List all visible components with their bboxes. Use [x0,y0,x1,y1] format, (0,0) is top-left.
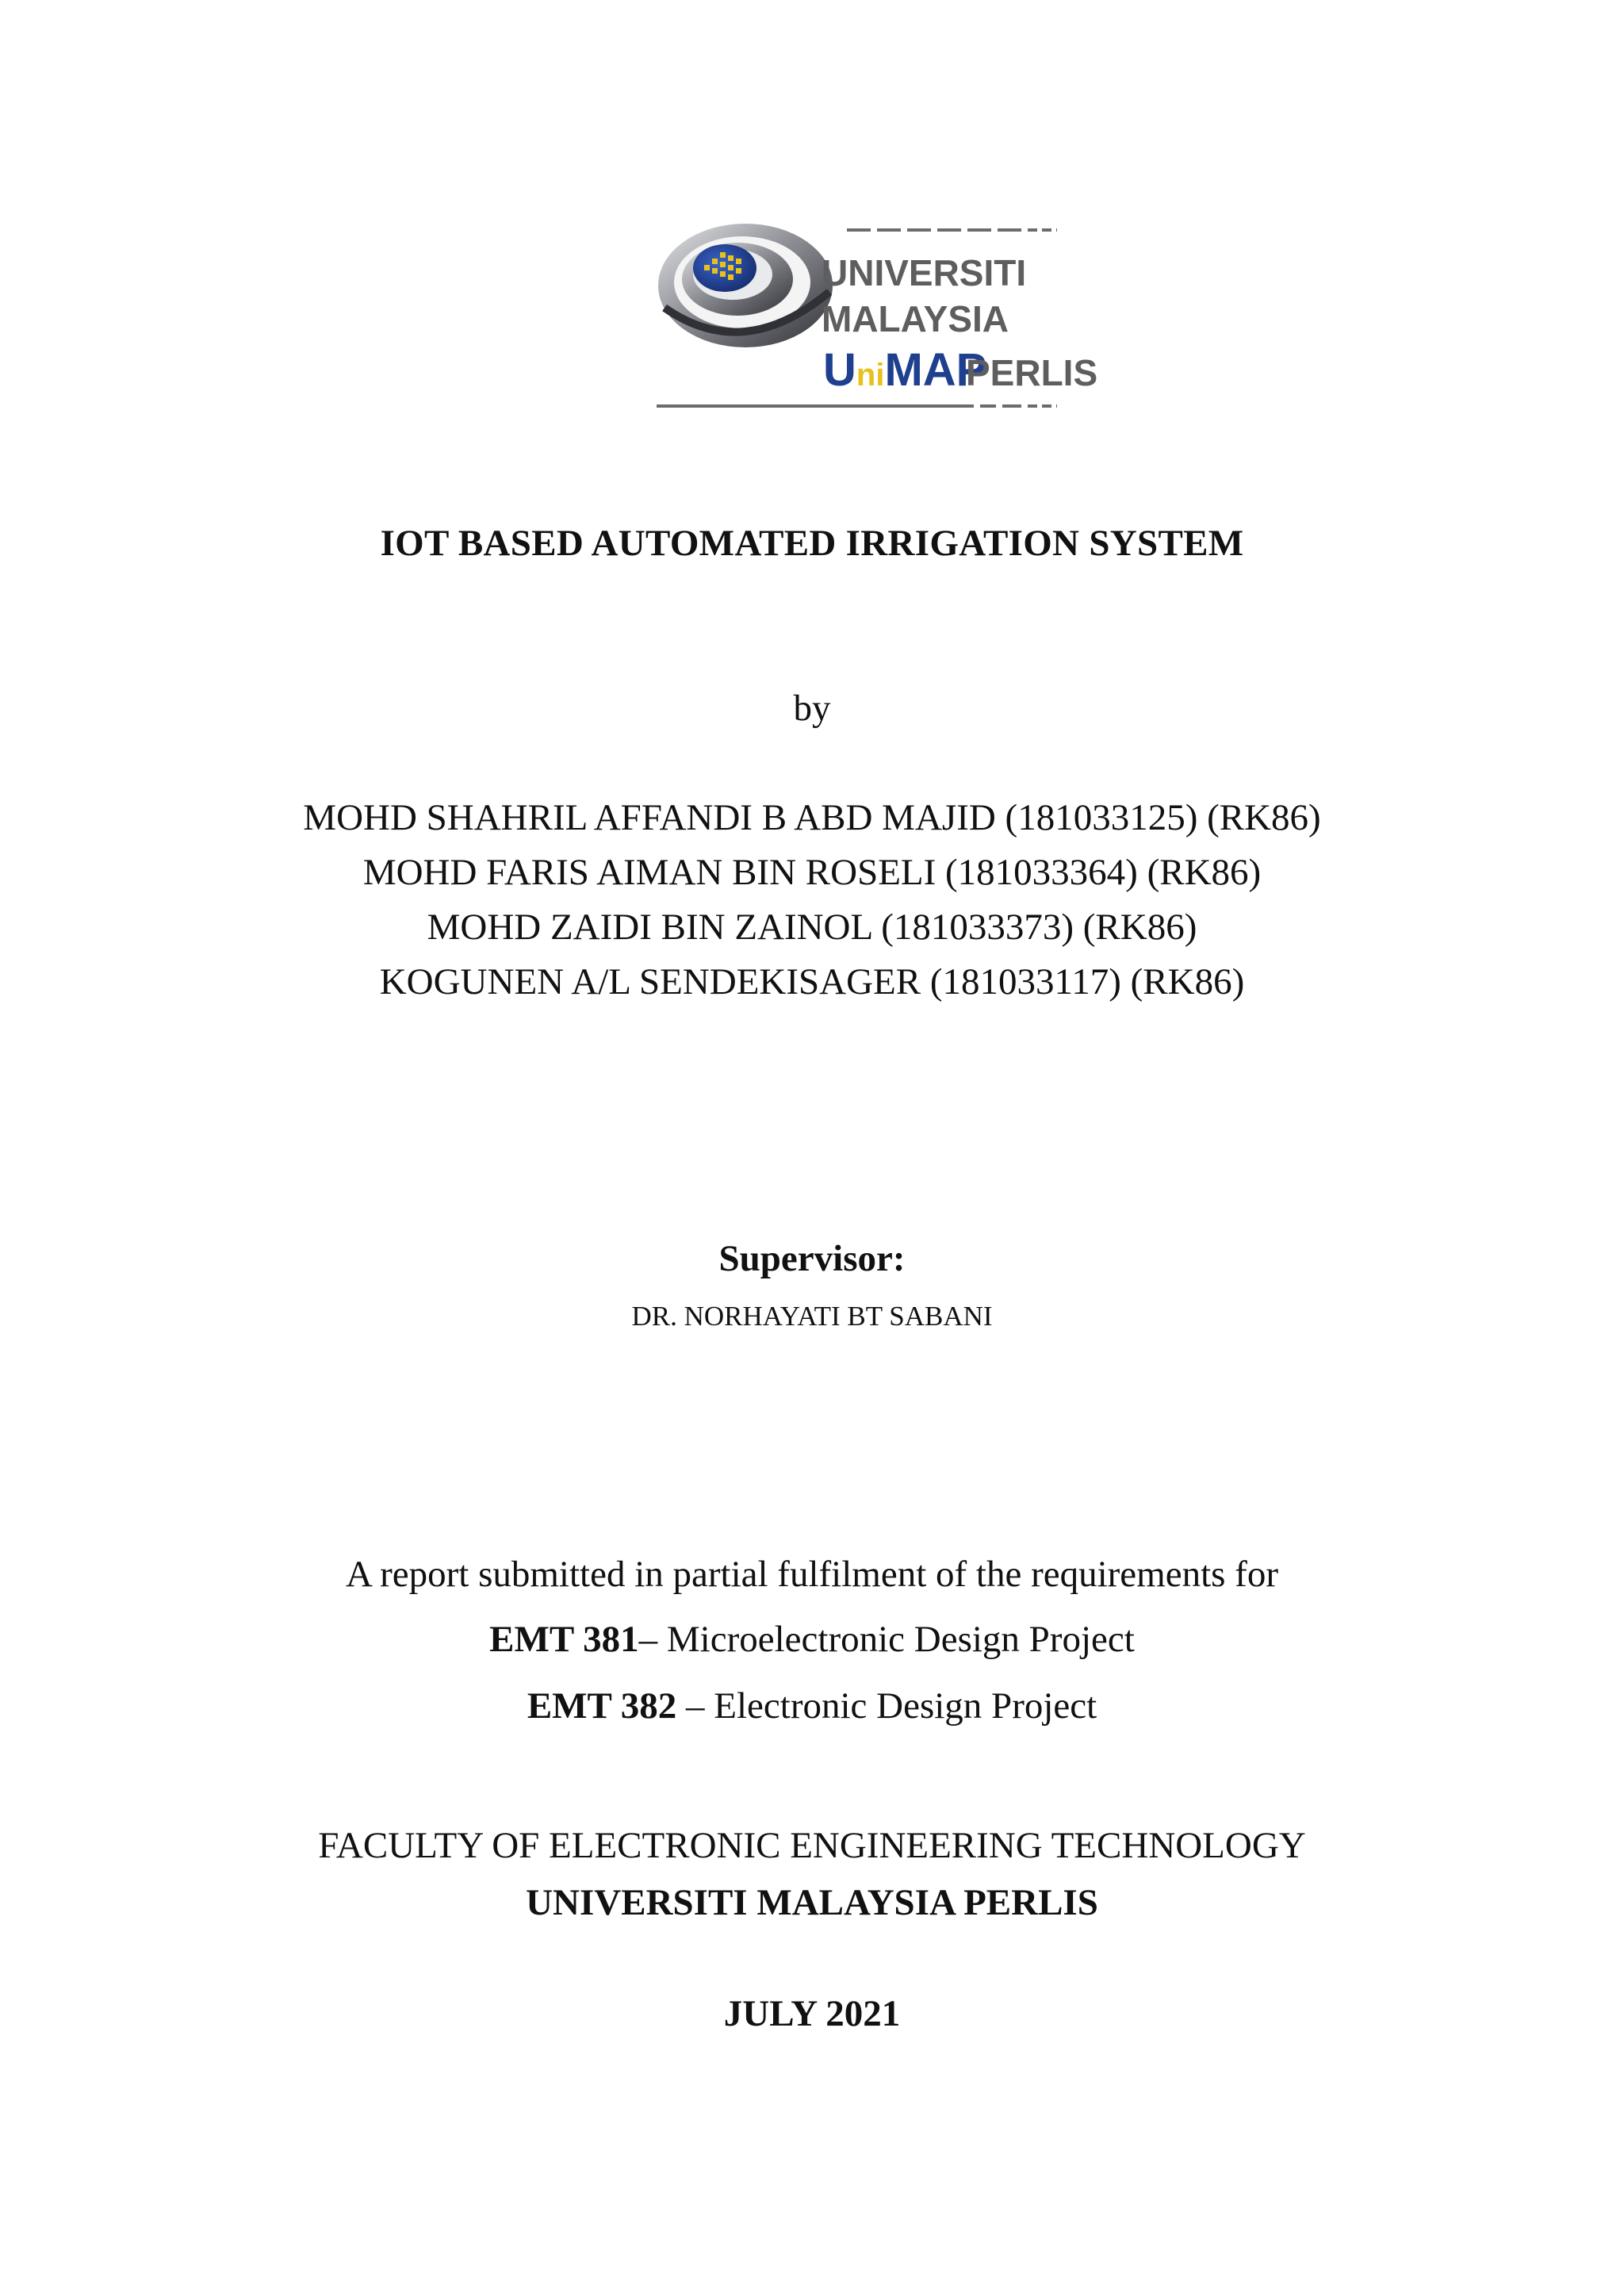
logo-text-universiti: UNIVERSITI [822,252,1027,293]
by-label: by [793,688,831,729]
course-name: Microelectronic Design Project [666,1619,1135,1660]
course-separator: – [676,1685,714,1727]
author-name: KOGUNEN A/L SENDEKISAGER (181033117) (RK86) [379,961,1245,1002]
course-line [0,1685,1624,1727]
report-title: IOT BASED AUTOMATED IRRIGATION SYSTEM [380,523,1244,564]
author-name: MOHD SHAHRIL AFFANDI B ABD MAJID (181033125) (RK86) [303,797,1321,838]
author-name: MOHD FARIS AIMAN BIN ROSELI (181033364) (RK86) [362,852,1262,893]
logo-text-perlis: PERLIS [966,352,1098,393]
university-name: UNIVERSITI MALAYSIA PERLIS [526,1882,1098,1923]
report-statement: A report submitted in partial fulfilment of the requirements for [346,1554,1278,1595]
university-logo [649,213,1098,419]
course-separator: – [638,1619,667,1660]
swirl-emblem [658,224,833,347]
course-line [0,1618,1624,1661]
faculty-name: FACULTY OF ELECTRONIC ENGINEERING TECHNOLOGY [318,1825,1306,1866]
unimap-logo-graphic [649,213,1098,419]
course-code: EMT 382 [527,1685,677,1727]
course-code: EMT 381 [489,1619,639,1660]
unimap-wordmark: UniMAP [823,344,987,396]
logo-text-malaysia: MALAYSIA [822,298,1009,339]
supervisor-name: DR. NORHAYATI BT SABANI [631,1301,993,1332]
author-name: MOHD ZAIDI BIN ZAINOL (181033373) (RK86) [427,907,1197,948]
course-name: Electronic Design Project [714,1685,1097,1727]
supervisor-label: Supervisor: [718,1238,906,1279]
submission-date: JULY 2021 [723,1993,901,2034]
